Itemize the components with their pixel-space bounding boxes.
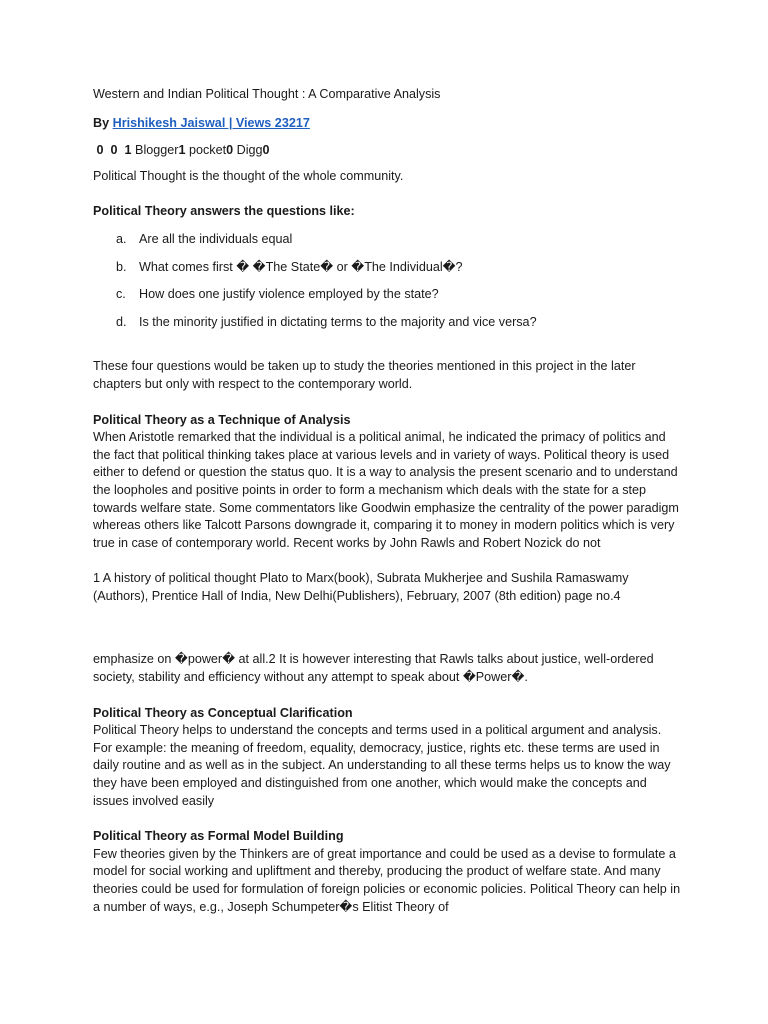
list-item-text: What comes first � �The State� or �The Individual�? <box>139 259 463 274</box>
share-label-pocket[interactable]: pocket <box>185 143 227 158</box>
share-count-6: 0 <box>262 143 270 158</box>
section-body-clarification: Political Theory helps to understand the concepts and terms used in a political argument and analysis. For example: the meaning of freedom, equality, democracy, justice, rights etc. these terms are used in daily routine and as well as in the subject. An understanding to all these terms helps us to know the way they have been employed and distinguished from one another, which would make the concepts and issues involved easily <box>93 723 671 808</box>
list-item <box>93 286 683 304</box>
author-link[interactable]: Hrishikesh Jaiswal | Views 23217 <box>112 115 310 130</box>
byline <box>93 115 683 133</box>
section-heading-analysis: Political Theory as a Technique of Analysis <box>93 412 351 427</box>
questions-note: These four questions would be taken up to study the theories mentioned in this project in the later chapters but only with respect to the contemporary world. <box>93 359 636 391</box>
list-item <box>93 231 683 249</box>
list-item-text: Are all the individuals equal <box>139 231 293 246</box>
share-count-5: 0 <box>226 143 234 158</box>
list-item-text: Is the minority justified in dictating terms to the majority and vice versa? <box>139 314 537 329</box>
share-label-blogger[interactable]: Blogger <box>131 143 179 158</box>
section-heading-clarification: Political Theory as Conceptual Clarification <box>93 705 353 720</box>
list-item-label: c. <box>116 287 126 302</box>
questions-heading: Political Theory answers the questions like: <box>93 204 355 219</box>
list-item-label: b. <box>116 259 127 274</box>
list-item-text: How does one justify violence employed by the state? <box>139 287 439 302</box>
continuation-paragraph: emphasize on �power� at all.2 It is however interesting that Rawls talks about justice, well-ordered society, stability and efficiency without any attempt to speak about �Power�. <box>93 652 654 685</box>
document-page <box>93 86 683 916</box>
questions-list <box>93 231 683 331</box>
share-count-4: 1 <box>178 143 186 158</box>
list-item <box>93 259 683 277</box>
byline-prefix: By <box>93 115 113 130</box>
section-body-analysis: When Aristotle remarked that the individual is a political animal, he indicated the primacy of politics and the fact that political thinking takes place at various levels and in variety of ways. Political theory is used either to defend or question the status quo. It is a way to analysis the present scenario and to understand the loopholes and positive points in order to form a mechanism which deals with the state for a step towards welfare state. Some commentators like Goodwin emphasize the centrality of the power paradigm whereas others like Talcott Parsons downgrade it, comparing it to money in modern politics which is very true in case of contemporary world. Recent works by John Rawls and Robert Nozick do not <box>93 430 679 550</box>
list-item-label: a. <box>116 231 127 246</box>
footnote: 1 A history of political thought Plato to Marx(book), Subrata Mukherjee and Sushila Ramaswamy (Authors), Prentice Hall of India, New Delhi(Publishers), February, 2007 (8th edition) page no.4 <box>93 571 629 603</box>
section-body-model-building: Few theories given by the Thinkers are of great importance and could be used as a devise to formulate a model for social working and upliftment and thereby, producing the product of welfare state. And many theories could be used for formulation of foreign policies or economic policies. Political Theory can help in a number of ways, e.g., Joseph Schumpeter�s Elitist Theory of <box>93 846 681 914</box>
section-heading-model-building: Political Theory as Formal Model Building <box>93 829 344 844</box>
intro-paragraph: Political Thought is the thought of the whole community. <box>93 168 404 183</box>
share-counts <box>93 142 683 160</box>
share-label-digg[interactable]: Digg <box>233 143 263 158</box>
share-count-1: 0 <box>96 143 104 158</box>
list-item <box>93 314 683 332</box>
share-count-3: 1 <box>124 143 132 158</box>
list-item-label: d. <box>116 314 127 329</box>
share-count-2: 0 <box>110 143 118 158</box>
document-title: Western and Indian Political Thought : A Comparative Analysis <box>93 87 441 101</box>
